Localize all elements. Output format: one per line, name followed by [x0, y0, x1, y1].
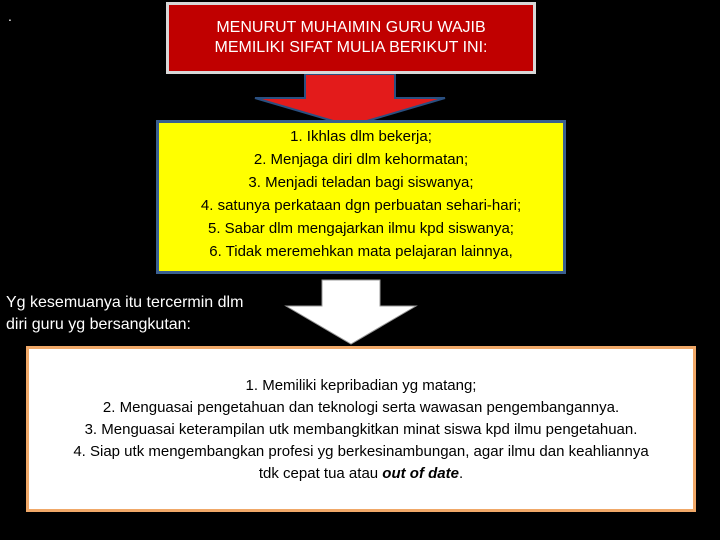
quality-item: 3. Menguasai keterampilan utk membangkitkan minat siswa kpd ilmu pengetahuan.: [84, 421, 638, 438]
trait-item: 1. Ikhlas dlm bekerja;: [290, 128, 432, 145]
quality-item-continuation: [29, 463, 693, 485]
white-down-arrow: [286, 280, 416, 344]
trait-item: 2. Menjaga diri dlm kehormatan;: [253, 151, 469, 168]
trait-item: 6. Tidak meremehkan mata pelajaran lainnya,: [209, 243, 513, 260]
qualities-box: [26, 346, 696, 512]
connector-text: [6, 292, 296, 336]
quality-last-prefix: tdk cepat tua atau: [258, 465, 383, 482]
out-of-date-emphasis: out of date: [382, 465, 459, 482]
connector-line-2: diri guru yg bersangkutan:: [6, 316, 191, 333]
trait-item: 3. Menjadi teladan bagi siswanya;: [248, 174, 474, 191]
red-down-arrow: [255, 74, 445, 126]
traits-box: [156, 120, 566, 274]
quality-item: 4. Siap utk mengembangkan profesi yg berkesinambungan, agar ilmu dan keahliannya: [73, 443, 649, 460]
trait-item: 5. Sabar dlm mengajarkan ilmu kpd siswanya;: [208, 220, 514, 237]
corner-mark: .: [8, 8, 12, 24]
trait-item: 4. satunya perkataan dgn perbuatan sehari-hari;: [200, 197, 522, 214]
quality-item: 1. Memiliki kepribadian yg matang;: [245, 377, 477, 394]
header-box: [166, 2, 536, 74]
connector-line-1: Yg kesemuanya itu tercermin dlm: [6, 294, 244, 311]
header-line-2: MEMILIKI SIFAT MULIA BERIKUT INI:: [214, 39, 488, 56]
header-line-1: MENURUT MUHAIMIN GURU WAJIB: [216, 19, 486, 36]
quality-item: 2. Menguasai pengetahuan dan teknologi serta wawasan pengembangannya.: [102, 399, 620, 416]
quality-last-suffix: .: [458, 465, 464, 482]
